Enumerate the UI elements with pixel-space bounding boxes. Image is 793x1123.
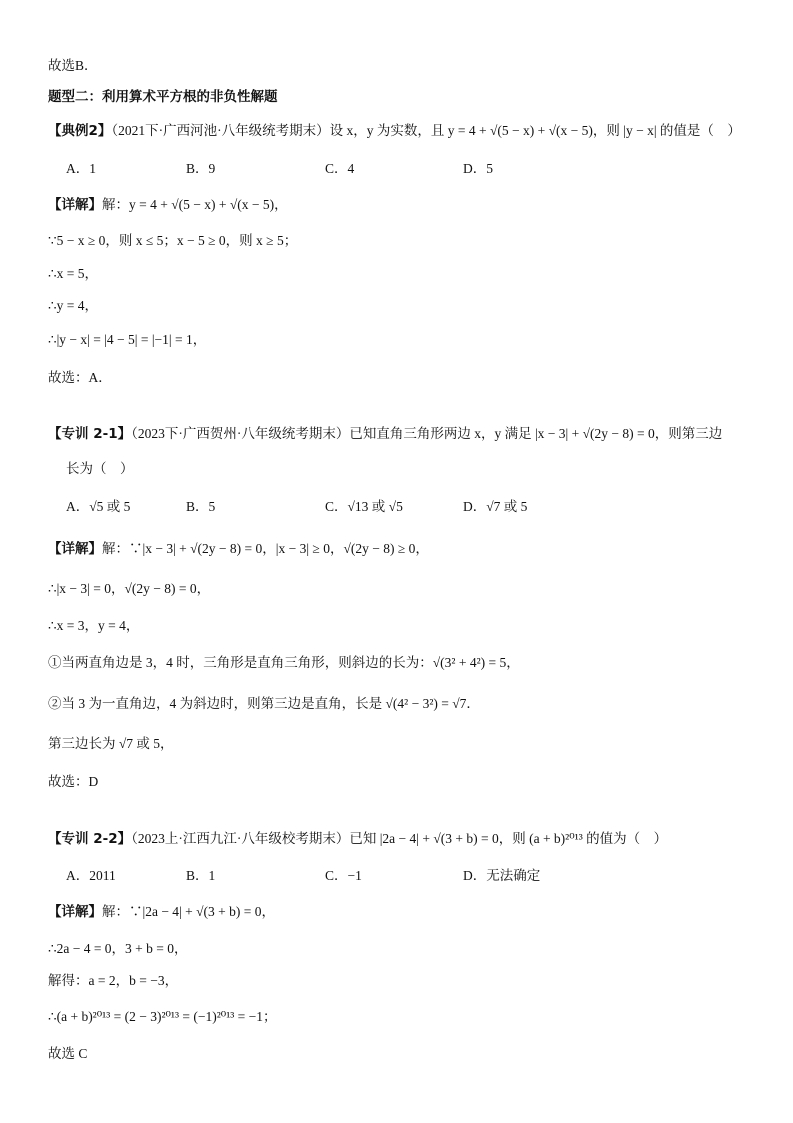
training-2-2-question	[48, 830, 667, 848]
solution-line: ∴2a − 4 = 0，3 + b = 0，	[48, 941, 188, 956]
example-tag: 【典例2】	[48, 123, 112, 139]
training-tag: 【专训 2-1】	[48, 426, 132, 442]
option-c: C．−1	[325, 868, 362, 883]
solution-line: ∴|y − x| = |4 − 5| = |−1| = 1，	[48, 332, 207, 347]
solution-line	[48, 196, 288, 214]
training-2-1-question	[48, 425, 722, 443]
option-b: B．9	[186, 161, 216, 176]
training-tag: 【专训 2-2】	[48, 831, 132, 847]
solution-text: 解：y = 4 + √(5 − x) + √(x − 5)，	[102, 197, 288, 212]
option-d: D．√7 或 5	[463, 499, 528, 514]
option-b: B．5	[186, 499, 216, 514]
text-line: 故选B．	[48, 58, 98, 73]
option-d: D．无法确定	[463, 868, 541, 883]
option-c: C．4	[325, 161, 355, 176]
solution-line: 故选 C	[48, 1046, 88, 1061]
option-a: A．√5 或 5	[66, 499, 131, 514]
question-text: （2021下·广西河池·八年级统考期末）设 x，y 为实数，且 y = 4 + √(5 − x) + √(x − 5)，则 |y − x| 的值是（ ）	[111, 123, 741, 138]
option-d: D．5	[463, 161, 493, 176]
question-text: （2023下·广西贺州·八年级统考期末）已知直角三角形两边 x，y 满足 |x − 3| + √(2y − 8) = 0，则第三边	[131, 426, 723, 441]
solution-text: 解：∵|x − 3| + √(2y − 8) = 0，|x − 3| ≥ 0，√(2y − 8) ≥ 0，	[102, 541, 429, 556]
solution-line: 第三边长为 √7 或 5，	[48, 736, 174, 751]
option-a: A．2011	[66, 868, 116, 883]
solution-line: ∴x = 3，y = 4，	[48, 618, 140, 633]
solution-line: ②当 3 为一直角边，4 为斜边时，则第三边是直角，长是 √(4² − 3²) = √7．	[48, 696, 480, 711]
option-b: B．1	[186, 868, 216, 883]
solution-line: ①当两直角边是 3，4 时，三角形是直角三角形，则斜边的长为：√(3² + 4²) = 5，	[48, 655, 520, 670]
solution-line: ∴x = 5，	[48, 266, 98, 281]
solution-line: 故选：A．	[48, 370, 112, 385]
solution-line: 故选：D	[48, 774, 99, 789]
solution-line: ∵5 − x ≥ 0，则 x ≤ 5；x − 5 ≥ 0，则 x ≥ 5；	[48, 233, 298, 248]
question-text: （2023上·江西九江·八年级校考期末）已知 |2a − 4| + √(3 + b) = 0，则 (a + b)²⁰¹³ 的值为（ ）	[131, 831, 668, 846]
solution-tag: 【详解】	[48, 541, 102, 557]
solution-tag: 【详解】	[48, 197, 102, 213]
example-2-question	[48, 122, 741, 140]
solution-line	[48, 903, 275, 921]
solution-tag: 【详解】	[48, 904, 102, 920]
option-a: A．1	[66, 161, 96, 176]
solution-text: 解：∵|2a − 4| + √(3 + b) = 0，	[102, 904, 276, 919]
section-heading: 题型二：利用算术平方根的非负性解题	[48, 89, 278, 105]
solution-line: 解得：a = 2，b = −3，	[48, 973, 179, 988]
solution-line: ∴|x − 3| = 0，√(2y − 8) = 0，	[48, 581, 211, 596]
question-text-continued: 长为（ ）	[66, 461, 134, 476]
solution-line: ∴(a + b)²⁰¹³ = (2 − 3)²⁰¹³ = (−1)²⁰¹³ = −1；	[48, 1009, 277, 1024]
solution-line: ∴y = 4，	[48, 298, 98, 313]
option-c: C．√13 或 √5	[325, 499, 403, 514]
solution-line	[48, 540, 429, 558]
